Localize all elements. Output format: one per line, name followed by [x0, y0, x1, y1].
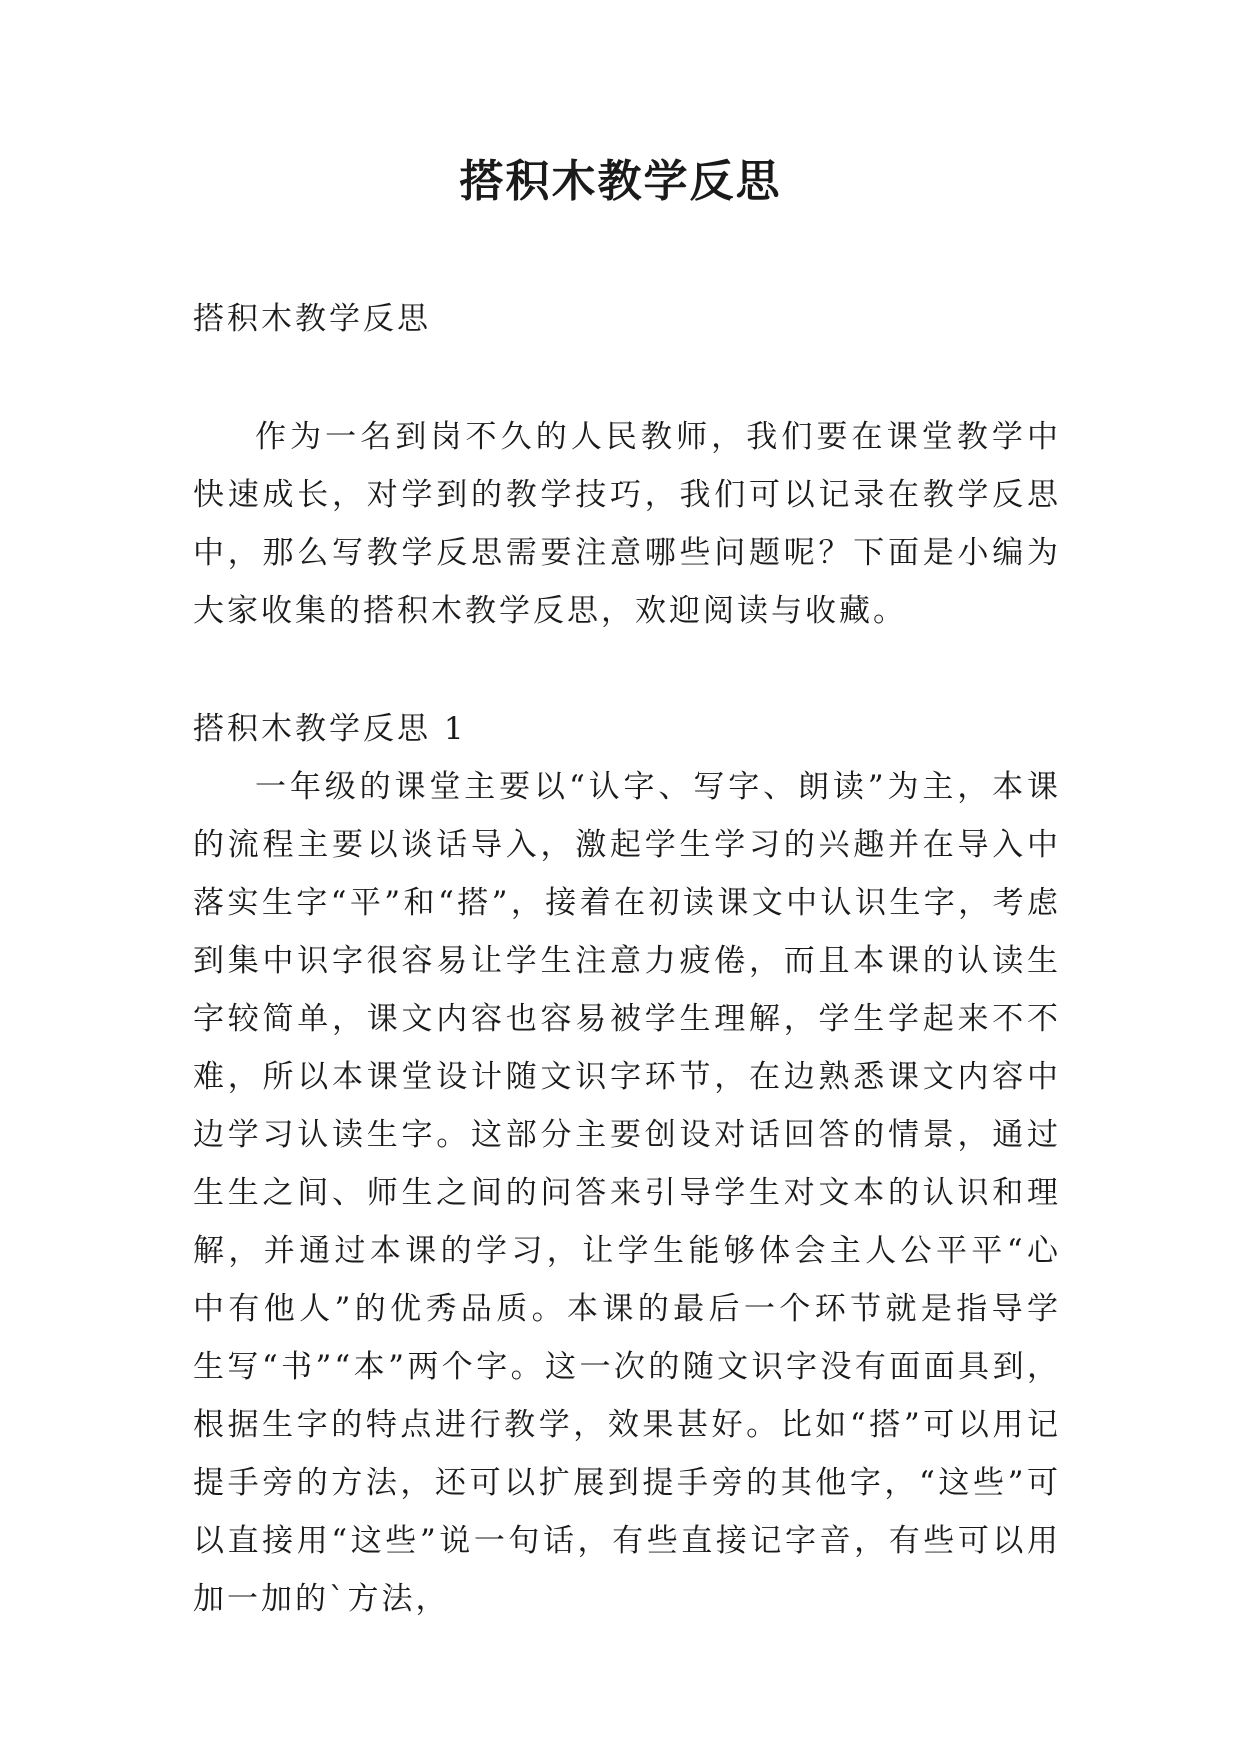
document-subtitle: 搭积木教学反思: [193, 301, 431, 337]
paragraph-spacer: [193, 348, 1061, 408]
document-title: 搭积木教学反思: [459, 156, 782, 207]
intro-paragraph: 作为一名到岗不久的人民教师，我们要在课堂教学中快速成长，对学到的教学技巧，我们可以记录在教学反思中，那么写教学反思需要注意哪些问题呢？下面是小编为大家收集的搭积木教学反思，欢迎阅读与收藏。: [193, 419, 1061, 629]
document-body: [193, 290, 1061, 1628]
paragraph-spacer: [193, 640, 1061, 700]
section-paragraph: 一年级的课堂主要以“认字、写字、朗读”为主，本课的流程主要以谈话导入，激起学生学习的兴趣并在导入中落实生字“平”和“搭”，接着在初读课文中认识生字，考虑到集中识字很容易让学生注意力疲倦，而且本课的认读生字较简单，课文内容也容易被学生理解，学生学起来不不难，所以本课堂设计随文识字环节，在边熟悉课文内容中边学习认读生字。这部分主要创设对话回答的情景，通过生生之间、师生之间的问答来引导学生对文本的认识和理解，并通过本课的学习，让学生能够体会主人公平平“心中有他人”的优秀品质。本课的最后一个环节就是指导学生写“书”“本”两个字。这一次的随文识字没有面面具到，根据生字的特点进行教学，效果甚好。比如“搭”可以用记提手旁的方法，还可以扩展到提手旁的其他字，“这些”可以直接用“这些”说一句话，有些直接记字音，有些可以用加一加的`方法，: [193, 769, 1061, 1617]
section-heading: 搭积木教学反思 1: [193, 711, 467, 747]
